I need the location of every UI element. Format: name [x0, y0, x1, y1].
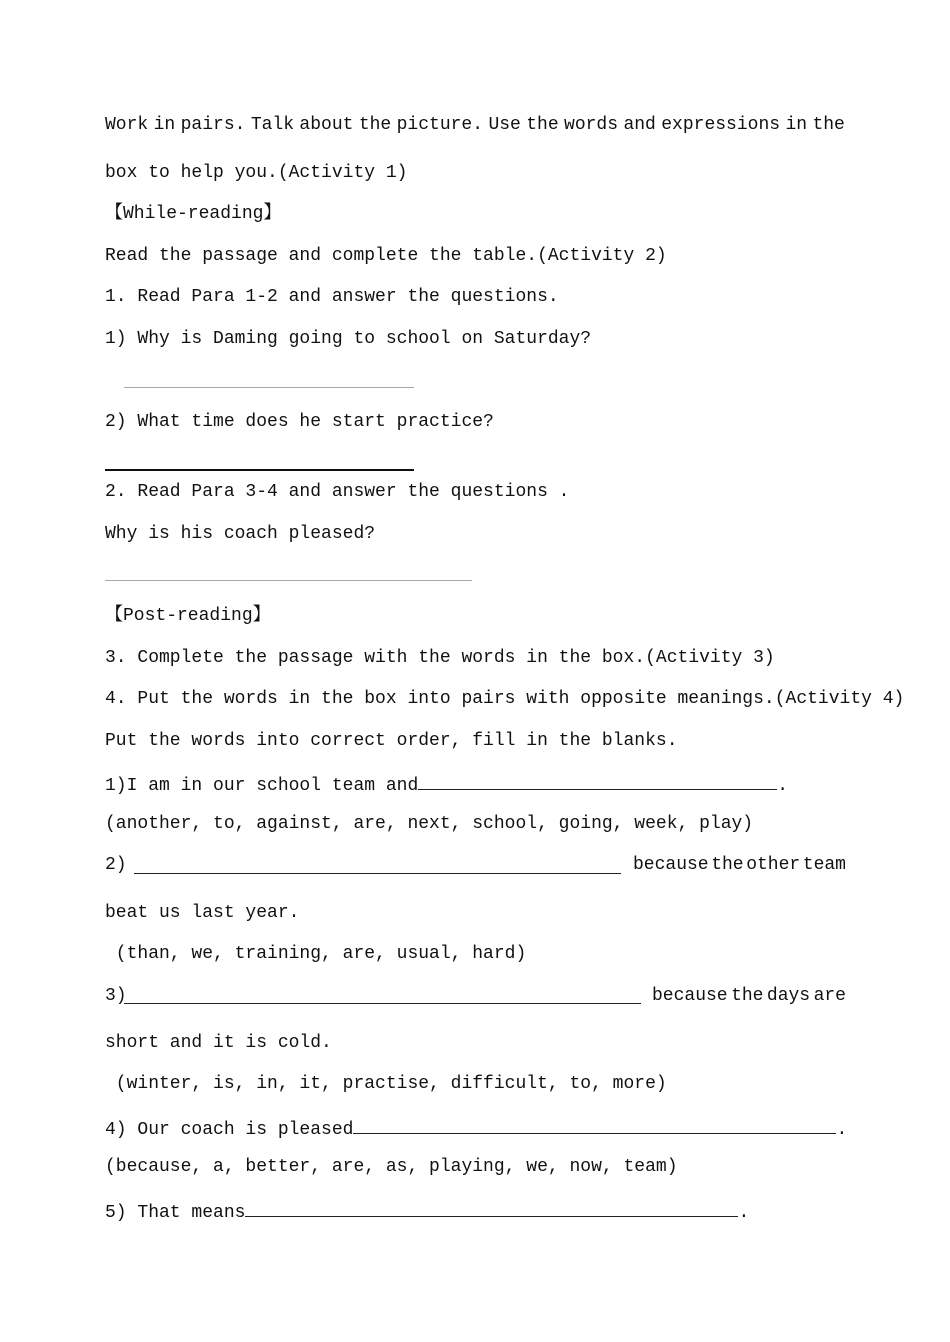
item-5-blank[interactable] [245, 1198, 738, 1217]
word: the [812, 115, 845, 135]
item-4-suffix: . [836, 1120, 848, 1140]
item-1-prefix: 1)I am in our school team and [105, 776, 419, 796]
word: Talk [250, 115, 295, 135]
order-instruction: Put the words into correct order, fill in the blanks. [105, 731, 678, 751]
word: the [711, 855, 744, 875]
item-2-prefix: 2) [105, 855, 138, 875]
item-4-blank[interactable] [353, 1115, 836, 1134]
while-reading-instruction: Read the passage and complete the table.(Activity 2) [105, 246, 667, 266]
word: because [633, 855, 709, 875]
word: the [526, 115, 559, 135]
item-1-blank[interactable] [418, 771, 777, 790]
item-2-continuation: beat us last year. [105, 903, 300, 923]
question-3: Why is his coach pleased? [105, 524, 376, 544]
intro-line-1 [105, 114, 845, 136]
item-3-suffix [652, 985, 846, 1007]
item-1-suffix: . [777, 776, 789, 796]
answer-blank-1[interactable] [124, 387, 414, 388]
word: because [652, 986, 728, 1006]
item-1 [105, 771, 788, 797]
answer-blank-2[interactable] [105, 469, 414, 471]
item-2-suffix [633, 854, 846, 876]
word: are [813, 986, 846, 1006]
item-3-blank[interactable] [124, 1003, 641, 1004]
word: words [564, 115, 619, 135]
item-5-suffix: . [738, 1203, 750, 1223]
item-4 [105, 1115, 847, 1141]
task-2-title: 2. Read Para 3-4 and answer the questions . [105, 482, 570, 502]
word: in [153, 115, 176, 135]
word: and [623, 115, 656, 135]
word: days [766, 986, 811, 1006]
question-2: 2) What time does he start practice? [105, 412, 494, 432]
question-1: 1) Why is Daming going to school on Saturday? [105, 329, 592, 349]
answer-blank-3[interactable] [105, 580, 472, 581]
word: expressions [661, 115, 781, 135]
word: picture. [396, 115, 484, 135]
item-1-word-bank: (another, to, against, are, next, school, going, week, play) [105, 814, 754, 834]
word: about [299, 115, 354, 135]
item-3-word-bank: (winter, is, in, it, practise, difficult, to, more) [105, 1074, 667, 1094]
word: in [785, 115, 808, 135]
item-3-prefix: 3) [105, 986, 127, 1006]
task-3-title: 3. Complete the passage with the words in the box.(Activity 3) [105, 648, 775, 668]
item-5 [105, 1198, 749, 1224]
item-2-blank[interactable] [134, 873, 621, 874]
word: team [802, 855, 846, 875]
item-4-prefix: 4) Our coach is pleased [105, 1120, 354, 1140]
word: the [358, 115, 392, 135]
item-2-word-bank: (than, we, training, are, usual, hard) [105, 944, 527, 964]
item-4-word-bank: (because, a, better, are, as, playing, we, now, team) [105, 1157, 678, 1177]
word: pairs. [180, 115, 246, 135]
while-reading-heading: 【While-reading】 [105, 204, 282, 224]
item-5-prefix: 5) That means [105, 1203, 246, 1223]
task-1-title: 1. Read Para 1-2 and answer the questions. [105, 287, 559, 307]
word: other [746, 855, 801, 875]
word: Work [105, 115, 149, 135]
post-reading-heading: 【Post-reading】 [105, 606, 271, 626]
task-4-title: 4. Put the words in the box into pairs with opposite meanings.(Activity 4) [105, 689, 905, 709]
item-3-continuation: short and it is cold. [105, 1033, 332, 1053]
word: Use [488, 115, 521, 135]
intro-line-2: box to help you.(Activity 1) [105, 163, 408, 183]
word: the [731, 986, 764, 1006]
